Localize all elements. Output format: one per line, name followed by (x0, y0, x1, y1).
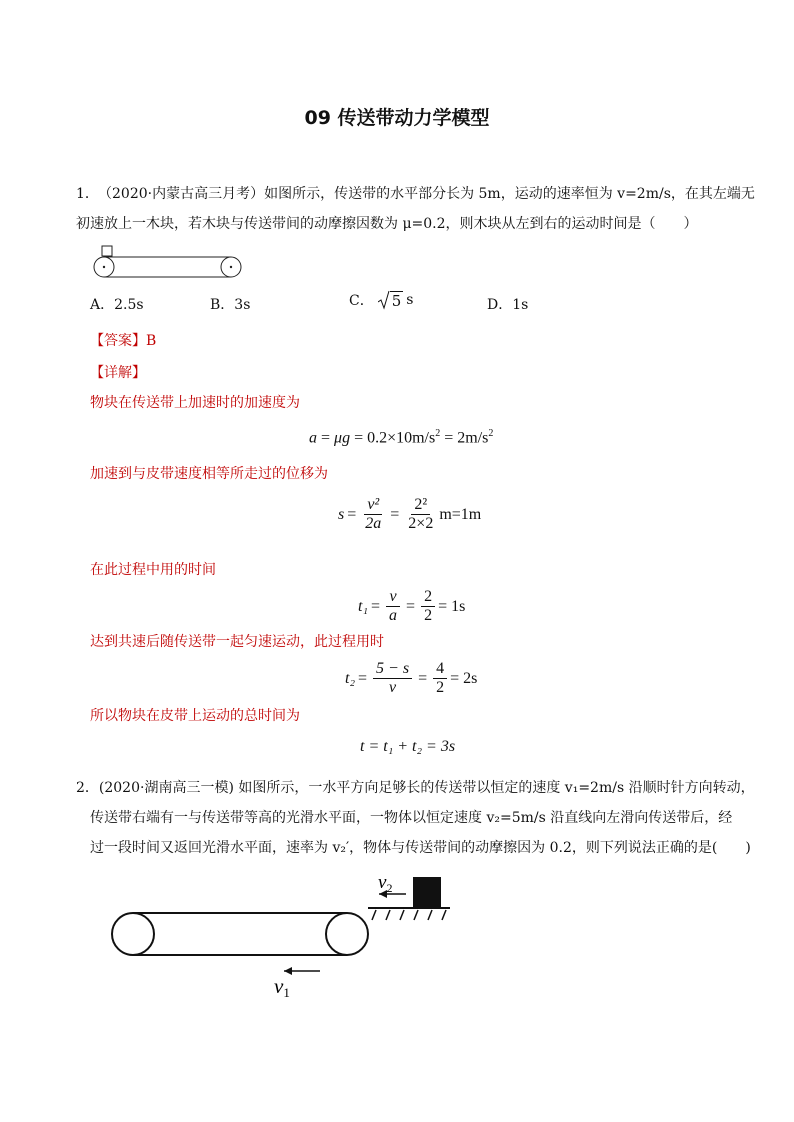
eq4-num-2: 4 (433, 660, 447, 679)
q1-explain-3: 在此过程中用的时间 (90, 562, 216, 578)
q1-answer: 【答案】B (90, 333, 157, 349)
eq2-equals-2: = (390, 505, 400, 523)
q1-text-line1: （2020·内蒙古高三月考）如图所示，传送带的水平部分长为 5m，运动的速率恒为 v=2m/s，在其左端无 (98, 186, 755, 202)
q2-v1-label: v1 (274, 974, 290, 1000)
eq4-den-2: 2 (436, 679, 445, 696)
eq3-den-2: 2 (424, 607, 433, 624)
eq3-t1: t₁ (358, 597, 369, 615)
eq3-den-1: a (389, 607, 398, 624)
q2-v2-label: $v_2$ (378, 872, 393, 895)
eq4-den-1: v (389, 679, 397, 696)
eq3-num-1: v (386, 588, 399, 607)
eq1-a: a (309, 429, 317, 447)
q1-equation-2 (338, 496, 481, 533)
eq2-num-2: 2² (411, 496, 430, 515)
eq3-num-2: 2 (421, 588, 435, 607)
q1-equation-4: t₂ = $\frac{5 - s}{v}$ = $\frac{4}{2}$ = 2s (345, 660, 478, 696)
q1-option-c-suffix: s (406, 292, 414, 308)
eq2-s: s (338, 505, 345, 523)
q2-text-line1: 2．(2020·湖南高三一模) 如图所示，一水平方向足够长的传送带以恒定的速度 v₁=2m/s 沿顺时针方向转动， (76, 780, 755, 796)
q2-left-pulley (112, 913, 154, 955)
eq2-fraction-2 (405, 496, 436, 533)
eq2-den-2: 2×2 (408, 515, 434, 532)
q1-option-d[interactable]: D．1s (487, 297, 529, 313)
eq2-equals-1: = (347, 505, 357, 523)
q1-option-c-prefix: C． (349, 293, 374, 309)
eq3-fraction-1 (386, 588, 400, 625)
q2-right-pulley (326, 913, 368, 955)
q2-ground-hatch (372, 910, 446, 920)
eq2-den-1: 2a (365, 515, 382, 532)
eq4-fraction-2 (433, 660, 447, 697)
eq1-mu-g: μg (334, 429, 351, 447)
q1-equation-1: $a = \mu g = 0.2\times 10m/s^2 = 2m/s^2$ (309, 428, 494, 447)
q1-number: 1． (76, 186, 99, 202)
arrow-left-icon (284, 967, 292, 975)
q1-equation-5: t = t₁ + t₂ = 3s (360, 738, 456, 755)
q1-explain-2: 加速到与皮带速度相等所走过的位移为 (90, 466, 328, 482)
q1-explain-5: 所以物块在皮带上运动的总时间为 (90, 708, 300, 724)
eq4-fraction-1 (373, 660, 412, 697)
eq1-equals: = (321, 429, 331, 447)
q2-block (413, 877, 441, 907)
eq3-fraction-2 (421, 588, 435, 625)
q1-text-line2: 初速放上一木块，若木块与传送带间的动摩擦因数为 μ=0.2，则木块从左到右的运动时间是（ ） (76, 216, 698, 232)
q2-text-line2: 传送带右端有一与传送带等高的光滑水平面，一物体以恒定速度 v₂=5m/s 沿直线向左滑向传送带后，经 (90, 810, 733, 826)
q1-conveyor-figure (88, 242, 248, 278)
q1-option-c[interactable] (349, 290, 413, 310)
q1-detail-label: 【详解】 (90, 365, 146, 381)
q1-option-a[interactable]: A．2.5s (90, 297, 144, 313)
q1-explain-1: 物块在传送带上加速时的加速度为 (90, 395, 300, 411)
eq4-t2: t₂ (345, 669, 356, 687)
eq2-result: m=1m (439, 505, 482, 523)
eq1-value: = 0.2×10m/s (354, 429, 436, 447)
eq4-num-1: 5 − s (373, 660, 412, 679)
q2-conveyor-figure (100, 866, 470, 1001)
eq2-fraction-1 (362, 496, 384, 533)
q1-option-b[interactable]: B．3s (210, 297, 251, 313)
q1-explain-4: 达到共速后随传送带一起匀速运动，此过程用时 (90, 634, 384, 650)
sqrt-icon (378, 290, 404, 310)
eq2-num-1: v² (364, 496, 382, 515)
q1-block (102, 246, 112, 256)
eq4-result: = 2s (450, 669, 478, 687)
q2-text-line3: 过一段时间又返回光滑水平面，速率为 v₂′，物体与传送带间的动摩擦因为 0.2，则下列说法正确的是( ) (90, 840, 751, 856)
q1-option-c-radicand: 5 (391, 292, 402, 310)
eq3-result: = 1s (438, 597, 466, 615)
page-title: 09 传送带动力学模型 (304, 107, 490, 129)
eq1-result: = 2m/s (444, 429, 489, 447)
q1-equation-3: t₁ = $\frac{v}{a}$ = $\frac{2}{2}$ = 1s (358, 588, 466, 624)
